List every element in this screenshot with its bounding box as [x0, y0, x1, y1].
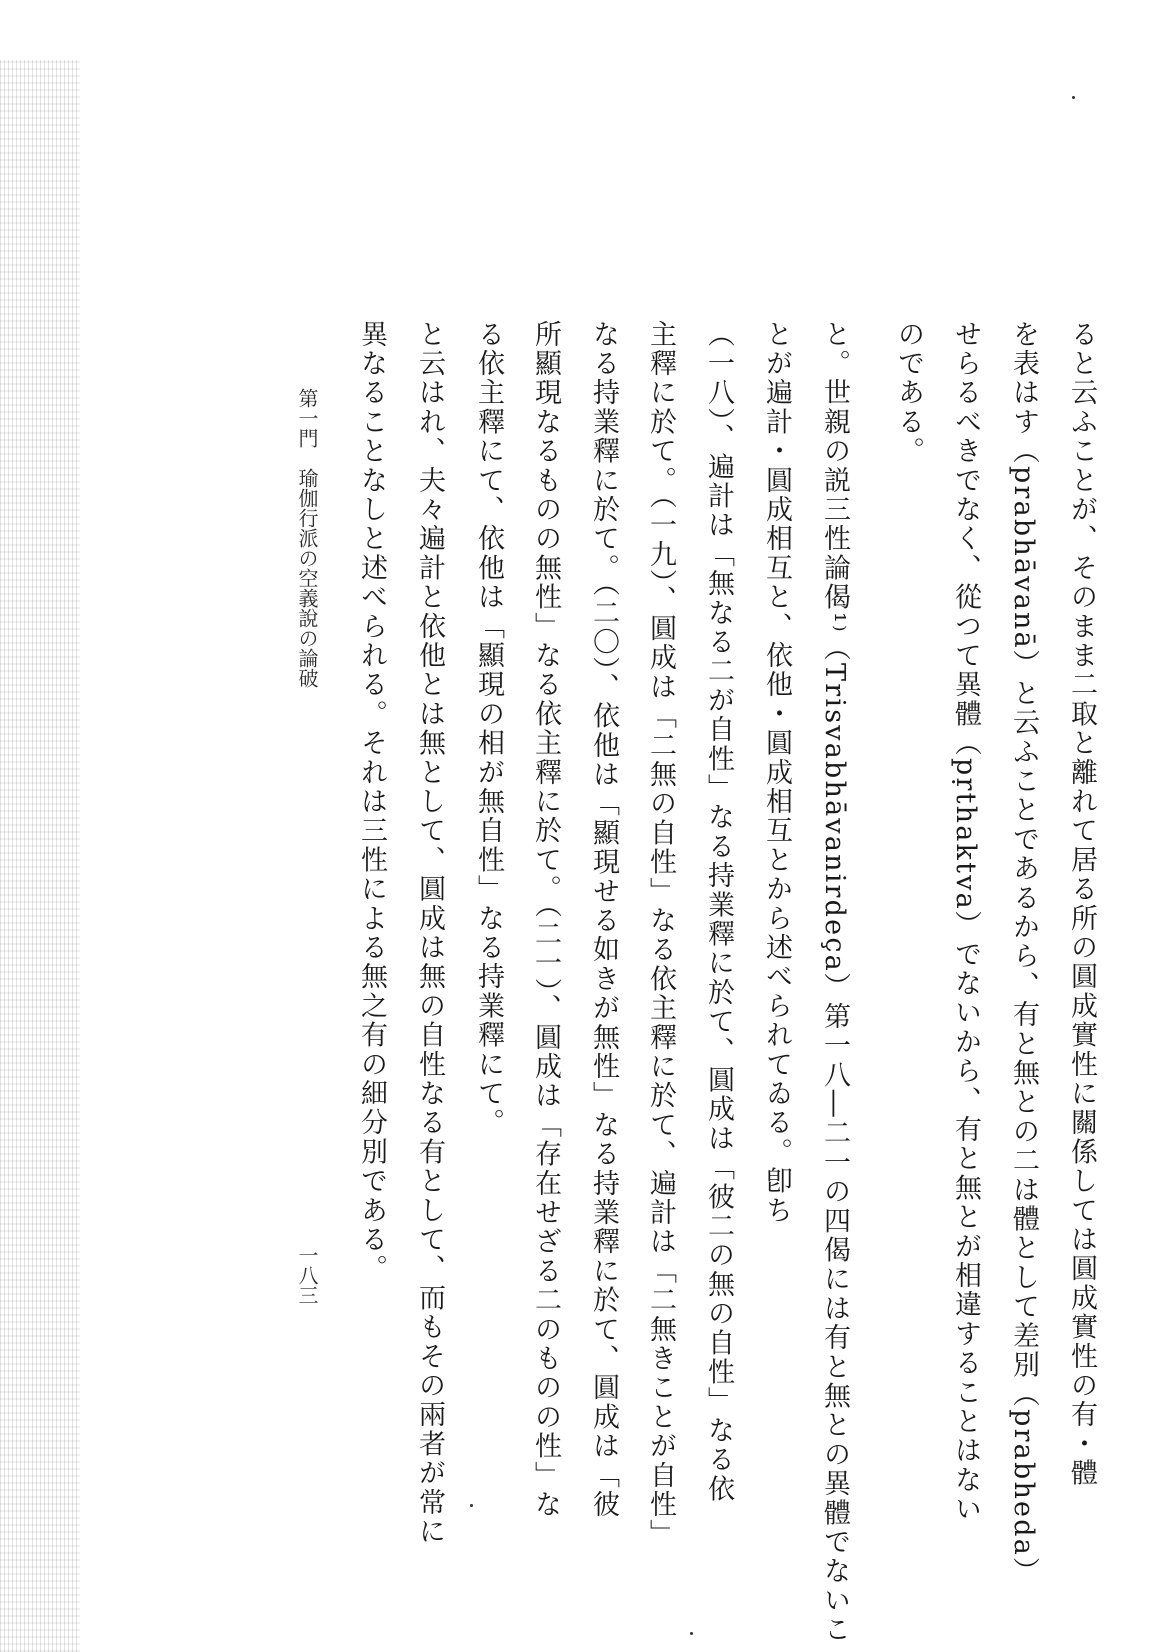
page-number: 一八三	[295, 1245, 319, 1305]
text-line-13: 異なることなしと述べられる。それは三性による無之有の細分別である。	[356, 320, 387, 1284]
scan-speck	[690, 1632, 693, 1635]
running-head: 第一門 瑜伽行派の空義說の論破	[295, 388, 319, 688]
scan-speck	[470, 1504, 473, 1507]
text-line-10: 所顯現なるものの無性」なる依主釋に於て。（二一）、圓成は「存在せざる二のものの性」な	[530, 320, 561, 1520]
text-line-3: せらるべきでなく、從つて異體（pṛthaktva）でないから、有と無とが相違することはない	[950, 320, 981, 1525]
text-line-6: とが遍計・圓成相互と、依他・圓成相互とから述べられてゐる。卽ち	[761, 320, 792, 1226]
text-line-1: ると云ふことが、そのまま二取と離れて居る所の圓成實性に關係しては圓成實性の有・體	[1066, 320, 1097, 1488]
scan-speck	[1072, 96, 1075, 99]
text-line-11: る依主釋にて、依他は「顯現の相が無自性」なる持業釋にて。	[473, 320, 504, 1138]
text-line-12: と云はれ、夫々遍計と依他とは無として、圓成は無の自性なる有として、而もその兩者が常に	[414, 320, 445, 1547]
text-line-8: 主釋に於て。（一九）、圓成は「二無の自性」なる依主釋に於て、遍計は「二無きことが自性」	[645, 320, 676, 1549]
text-line-5: と。世親の説三性論偈¹⁾（Trisvabhāvanirdeça）第一八―二一の四偈には有と無との異體でないこ	[819, 320, 850, 1645]
text-line-2: を表はす（prabhāvanā）と云ふことであるから、有と無との二は體として差別（prabheda）	[1008, 320, 1039, 1587]
text-line-9: なる持業釋に於て。（二〇）、依他は「顯現せる如きが無性」なる持業釋に於て、圓成は「彼	[588, 320, 619, 1520]
text-line-4: のである。	[893, 320, 924, 466]
text-line-7: （一八）、遍計は「無なる二が自性」なる持業釋に於て、圓成は「彼二の無の自性」なる依	[703, 320, 734, 1504]
